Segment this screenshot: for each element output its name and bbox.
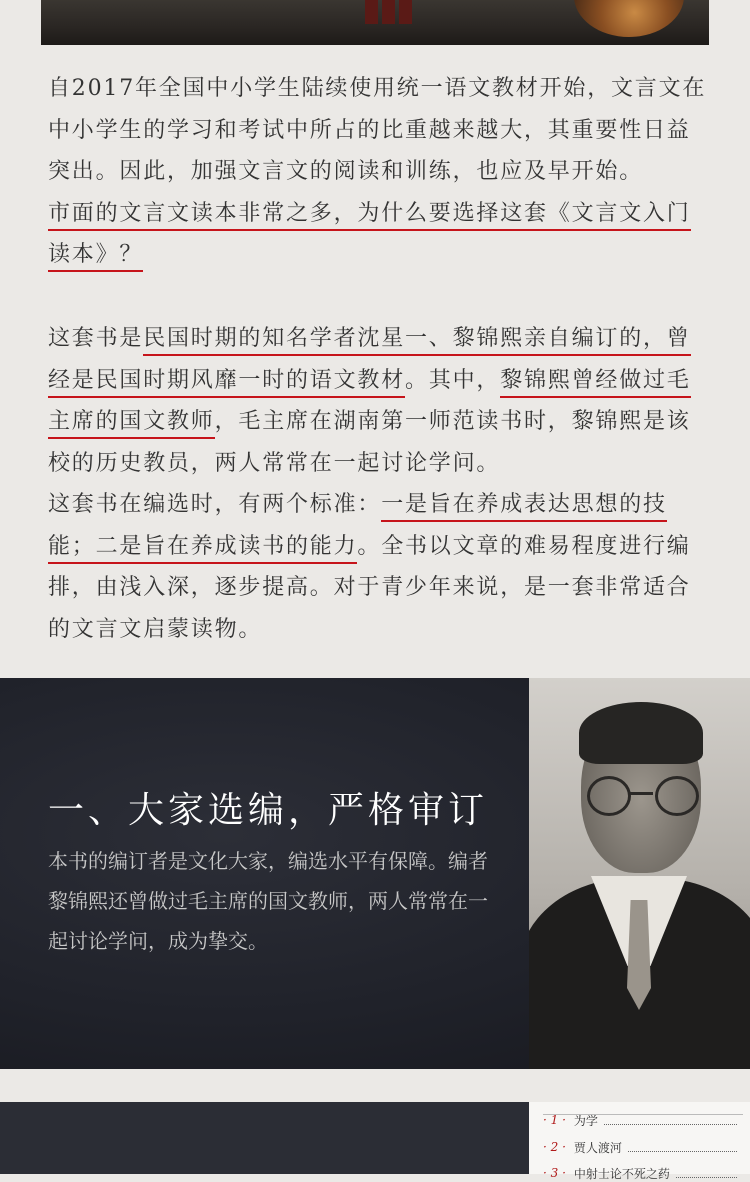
highlight-standard: 一是旨在养成表达思想的技	[381, 492, 667, 522]
section-description: 本书的编订者是文化大家，编选水平有保障。编者黎锦熙还曾做过毛主席的国文教师，两人常常在一起讨论学问，成为挚交。	[48, 851, 488, 953]
text-run: 校的历史教员，两人常常在一起讨论学问。	[48, 450, 501, 476]
toc-item	[543, 1111, 743, 1129]
toc-label: 为学	[573, 1113, 598, 1128]
seal-block	[382, 0, 395, 24]
glasses-bridge	[629, 792, 653, 795]
toc-leader	[676, 1169, 737, 1178]
text-run: 这套书在编选时，有两个标准：	[48, 492, 382, 517]
highlight-teacher: 黎锦熙曾经做过毛	[500, 368, 690, 398]
toc-item	[543, 1138, 743, 1156]
highlight-authors: 民国时期的知名学者沈星一、黎锦熙亲自编订的，曾	[143, 326, 690, 356]
text-run: 的文言文启蒙读物。	[48, 616, 263, 642]
hero-photo	[41, 0, 709, 45]
toc-item	[543, 1164, 743, 1182]
highlight-teacher: 主席的国文教师	[48, 409, 215, 439]
toc-number: · 3 ·	[543, 1166, 566, 1180]
text-run: 。全书以文章的难易程度进行编	[357, 533, 691, 559]
standards-paragraph	[48, 484, 718, 650]
question-highlight: 读本》？	[48, 242, 143, 272]
toc-leader	[604, 1116, 737, 1125]
intro-line: 突出。因此，加强文言文的阅读和训练，也应及早开始。	[48, 159, 644, 185]
toc-leader	[628, 1143, 737, 1152]
seal-block	[399, 0, 412, 24]
text-run: 这套书是	[48, 326, 144, 351]
contents-section	[0, 1102, 750, 1181]
toc-number: · 2 ·	[543, 1140, 566, 1154]
intro-line: 自2017年全国中小学生陆续使用统一语文教材开始，文言文在	[48, 76, 707, 101]
toc-label: 中射士论不死之药	[573, 1166, 670, 1181]
toc-label: 贾人渡河	[573, 1140, 622, 1155]
seal-block	[365, 0, 378, 24]
toc-number: · 1 ·	[543, 1113, 566, 1127]
highlight-standard: 能；二是旨在养成读书的能力	[48, 534, 357, 564]
text-run: 排，由浅入深，逐步提高。对于青少年来说，是一套非常适合	[48, 575, 691, 601]
author-portrait	[529, 678, 750, 1069]
intro-line: 中小学生的学习和考试中所占的比重越来越大，其重要性日益	[48, 117, 691, 143]
feature-section	[0, 678, 750, 1069]
text-run: ，毛主席在湖南第一师范读书时，黎锦熙是该	[214, 409, 691, 435]
glasses-icon	[655, 776, 699, 816]
glasses-icon	[587, 776, 631, 816]
highlight-textbook: 经是民国时期风靡一时的语文教材	[48, 368, 405, 398]
authors-paragraph	[48, 318, 718, 484]
portrait-tie	[627, 900, 651, 1010]
question-highlight: 市面的文言文读本非常之多，为什么要选择这套《文言文入门	[48, 201, 691, 231]
bowl-image	[574, 0, 684, 37]
text-run: 。其中，	[405, 367, 501, 393]
toc-preview	[529, 1102, 750, 1181]
portrait-hair	[579, 702, 703, 764]
intro-paragraph	[48, 68, 718, 276]
section-title: 一、大家选编，严格审订	[48, 790, 489, 831]
